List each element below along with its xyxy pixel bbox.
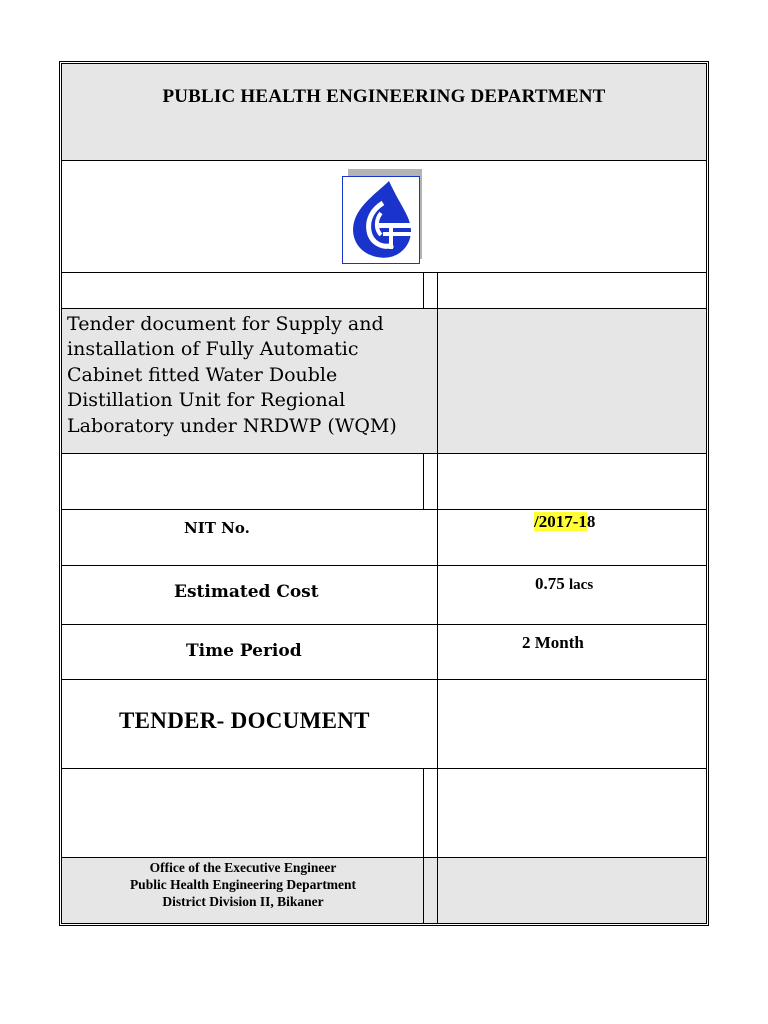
nit-value: /2017-18 xyxy=(534,512,596,531)
description-row xyxy=(62,309,706,454)
nit-row xyxy=(62,510,706,566)
department-title: PUBLIC HEALTH ENGINEERING DEPARTMENT xyxy=(162,86,606,107)
tender-document-title: TENDER- DOCUMENT xyxy=(119,708,370,733)
tender-cover-frame xyxy=(59,61,709,926)
document-title-row xyxy=(62,680,706,769)
logo-row xyxy=(62,161,706,273)
nit-label: NIT No. xyxy=(184,519,250,537)
header-row xyxy=(62,64,706,161)
office-row xyxy=(62,858,706,923)
cost-value: 0.75 lacs xyxy=(535,574,594,593)
period-row xyxy=(62,625,706,680)
tender-description: Tender document for Supply and installation of Fully Automatic Cabinet fitted Water Double Distillation Unit for Regional Laboratory under NRDWP (WQM) xyxy=(67,313,397,437)
logo xyxy=(342,169,424,259)
period-label: Time Period xyxy=(186,641,302,661)
cost-row xyxy=(62,566,706,625)
period-value: 2 Month xyxy=(522,633,584,652)
phed-water-drop-logo-icon xyxy=(342,176,420,264)
spacer-row-1 xyxy=(62,273,706,309)
spacer-row-2 xyxy=(62,454,706,510)
office-address: Office of the Executive Engineer Public Health Engineering Department District Division II, Bikaner xyxy=(129,860,357,909)
spacer-row-3 xyxy=(62,769,706,858)
cost-label: Estimated Cost xyxy=(174,582,319,602)
